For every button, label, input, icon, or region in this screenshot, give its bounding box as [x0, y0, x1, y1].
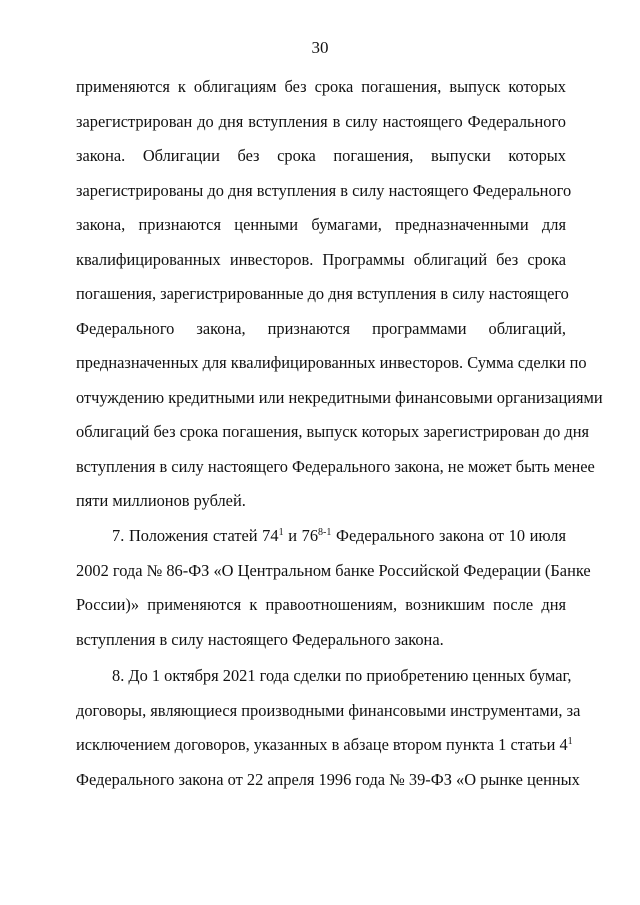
text-line: пяти миллионов рублей.	[76, 491, 246, 510]
text-line: предназначенных для квалифицированных инвесторов. Сумма сделки по	[76, 353, 587, 372]
text-line: закона, признаются ценными бумагами, предназначенными для	[76, 215, 566, 234]
text-line: договоры, являющиеся производными финансовыми инструментами, за	[76, 700, 581, 720]
text-line: применяются к облигациям без срока погашения, выпуск которых	[76, 77, 566, 96]
text-line	[76, 728, 573, 763]
text-line: Федерального закона от 22 апреля 1996 года № 39-ФЗ «О рынке ценных	[76, 769, 580, 789]
text-line: квалифицированных инвесторов. Программы облигаций без срока	[76, 249, 566, 269]
text-line: 8. До 1 октября 2021 года сделки по приобретению ценных бумаг,	[112, 666, 572, 685]
text-line: зарегистрирован до дня вступления в силу настоящего Федерального	[76, 111, 566, 131]
superscript: 8-1	[318, 527, 332, 538]
text-line: Федерального закона, признаются программами облигаций,	[76, 318, 566, 338]
text-run: и 76	[283, 526, 319, 545]
text-line: вступления в силу настоящего Федерального закона.	[76, 629, 444, 649]
text-run: исключением договоров, указанных в абзаце втором пункта 1 статьи 4	[76, 735, 568, 754]
text-line: 2002 года № 86-ФЗ «О Центральном банке Российской Федерации (Банке	[76, 560, 591, 580]
page-number: 30	[311, 38, 329, 57]
text-line: погашения, зарегистрированные до дня вступления в силу настоящего	[76, 284, 569, 303]
text-run: 7. Положения статей 74	[112, 526, 279, 545]
text-line: облигаций без срока погашения, выпуск которых зарегистрирован до дня	[76, 422, 590, 441]
text-line: вступления в силу настоящего Федерального закона, не может быть менее	[76, 456, 595, 476]
text-line: зарегистрированы до дня вступления в силу настоящего Федерального	[76, 180, 572, 200]
paragraph-item-7	[76, 519, 591, 657]
text-line: России)» применяются к правоотношениям, возникшим после дня	[76, 595, 566, 614]
paragraph-item-8	[76, 659, 581, 797]
superscript: 1	[278, 527, 284, 538]
paragraph-continuation	[76, 70, 603, 519]
text-line: отчуждению кредитными или некредитными финансовыми организациями	[76, 387, 603, 407]
text-line	[76, 519, 566, 554]
text-line: закона. Облигации без срока погашения, выпуски которых	[76, 146, 566, 165]
text-run: Федерального закона от 10 июля	[331, 526, 566, 545]
superscript: 1	[567, 736, 573, 747]
